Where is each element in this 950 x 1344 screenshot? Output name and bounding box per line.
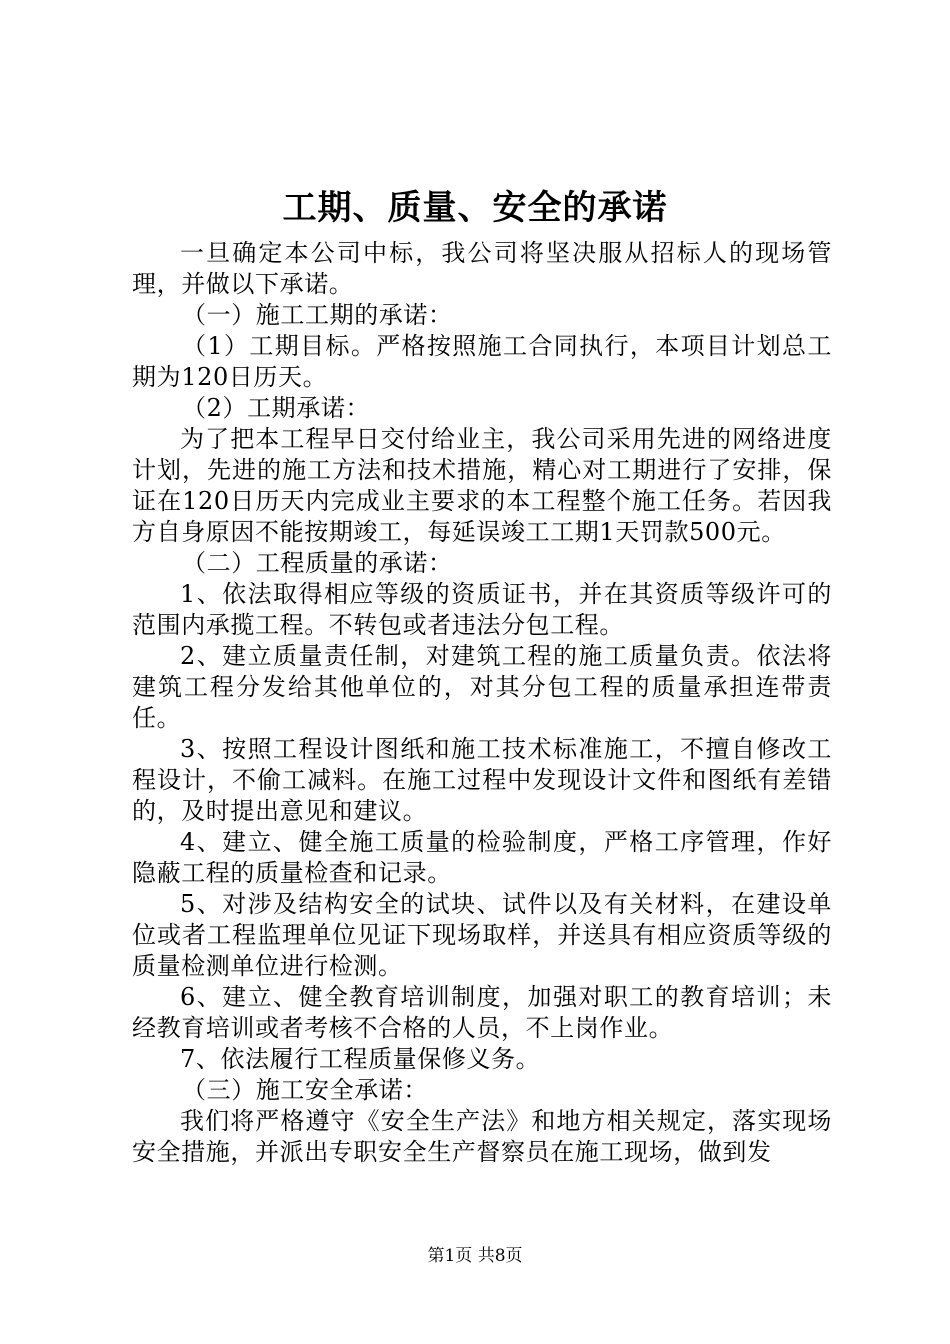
document-title: 工期、质量、安全的承诺 [282, 188, 668, 228]
heading-quality: （二）工程质量的承诺： [182, 549, 453, 577]
paragraph-quality-1: 1、依法取得相应等级的资质证书，并在其资质等级许可的范围内承揽工程。不转包或者违法分包工程。 [132, 580, 832, 639]
paragraph-safety: 我们将严格遵守《安全生产法》和地方相关规定，落实现场安全措施，并派出专职安全生产督察员在施工现场，做到发 [132, 1107, 832, 1166]
heading-schedule: （一）施工工期的承诺： [182, 301, 453, 329]
document-body [132, 238, 832, 1168]
page-footer: 第1页 共8页 [427, 1246, 523, 1266]
paragraph-intro: 一旦确定本公司中标，我公司将坚决服从招标人的现场管理，并做以下承诺。 [132, 239, 832, 298]
paragraph-quality-7: 7、依法履行工程质量保修义务。 [180, 1045, 541, 1073]
paragraph-quality-6: 6、建立、健全教育培训制度，加强对职工的教育培训；未经教育培训或者考核不合格的人员，不上岗作业。 [132, 983, 832, 1042]
paragraph-schedule-promise: 为了把本工程早日交付给业主，我公司采用先进的网络进度计划，先进的施工方法和技术措施，精心对工期进行了安排，保证在120日历天内完成业主要求的本工程整个施工任务。若因我方自身原因不能按期竣工，每延误竣工工期1天罚款500元。 [132, 425, 832, 546]
paragraph-quality-5: 5、对涉及结构安全的试块、试件以及有关材料，在建设单位或者工程监理单位见证下现场取样，并送具有相应资质等级的质量检测单位进行检测。 [132, 890, 832, 980]
paragraph-quality-4: 4、建立、健全施工质量的检验制度，严格工序管理，作好隐蔽工程的质量检查和记录。 [132, 828, 832, 887]
heading-safety: （三）施工安全承诺： [182, 1076, 428, 1104]
paragraph-quality-2: 2、建立质量责任制，对建筑工程的施工质量负责。依法将建筑工程分发给其他单位的，对其分包工程的质量承担连带责任。 [132, 642, 832, 732]
paragraph-quality-3: 3、按照工程设计图纸和施工技术标准施工，不擅自修改工程设计，不偷工减料。在施工过程中发现设计文件和图纸有差错的，及时提出意见和建议。 [132, 735, 832, 825]
paragraph-schedule-goal: （1）工期目标。严格按照施工合同执行，本项目计划总工期为120日历天。 [132, 332, 832, 391]
subheading-schedule-promise: （2）工期承诺： [182, 394, 371, 422]
